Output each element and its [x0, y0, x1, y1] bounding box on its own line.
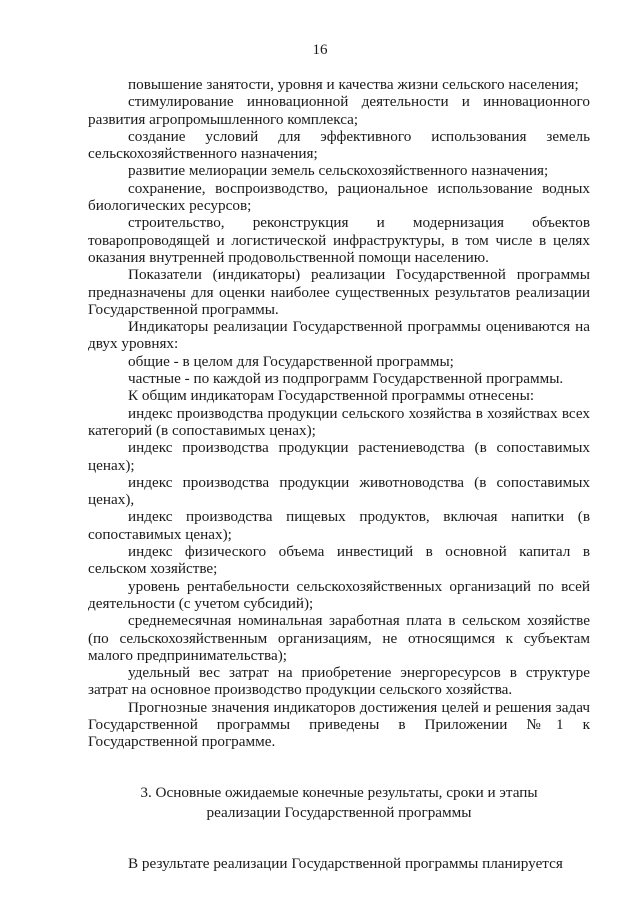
page-number: 16 [312, 42, 328, 58]
paragraph: К общим индикаторам Государственной программы отнесены: [128, 387, 535, 405]
paragraph: Прогнозные значения индикаторов достижения целей и решения задач Государственной программы приведены в Приложении №1 к Государственной программе. [88, 698, 590, 751]
paragraph: индекс физического объема инвестиций в основной капитал в сельском хозяйстве; [88, 543, 590, 578]
paragraph: индекс производства продукции сельского хозяйства в хозяйствах всех категорий (в сопоставимых ценах); [88, 404, 590, 439]
paragraph: сохранение, воспроизводство, рациональное использование водных биологических ресурсов; [88, 179, 590, 215]
paragraph: строительство, реконструкция и модернизация объектов товаропроводящей и логистической инфраструктуры, в том числе в целях оказания внутренней продовольственной помощи населению. [88, 214, 590, 266]
paragraph: удельный вес затрат на приобретение энергоресурсов в структуре затрат на основное производство продукции сельского хозяйства. [88, 664, 590, 699]
paragraph: частные - по каждой из подпрограмм Государственной программы. [128, 370, 564, 388]
document-body [88, 76, 590, 872]
closing-paragraph: В результате реализации Государственной программы планируется [128, 854, 563, 872]
paragraph: Индикаторы реализации Государственной программы оцениваются на двух уровнях: [88, 318, 590, 353]
paragraph: индекс производства продукции растениеводства (в сопоставимых ценах); [88, 439, 590, 474]
paragraph: Показатели (индикаторы) реализации Государственной программы предназначены для оценки наиболее существенных результатов реализации Государственной программы. [88, 266, 590, 318]
paragraph: индекс производства пищевых продуктов, включая напитки (в сопоставимых ценах); [88, 508, 590, 543]
section-heading [88, 783, 590, 823]
paragraph: повышение занятости, уровня и качества жизни сельского населения; [128, 76, 579, 93]
paragraph: стимулирование инновационной деятельности и инновационного развития агропромышленного комплекса; [88, 93, 590, 128]
section-heading-line: реализации Государственной программы [206, 803, 472, 821]
paragraph: уровень рентабельности сельскохозяйственных организаций по всей деятельности (с учетом субсидий); [88, 577, 590, 612]
paragraph: общие - в целом для Государственной программы; [128, 352, 454, 370]
paragraph: создание условий для эффективного использования земель сельскохозяйственного назначения; [88, 127, 590, 163]
paragraph: индекс производства продукции животноводства (в сопоставимых ценах), [88, 473, 590, 509]
paragraph: среднемесячная номинальная заработная плата в сельском хозяйстве (по сельскохозяйственным организациям, не относящимся к субъектам малого предпринимательства); [88, 612, 590, 664]
paragraph: развитие мелиорации земель сельскохозяйственного назначения; [128, 162, 549, 180]
section-heading-line: 3. Основные ожидаемые конечные результаты, сроки и этапы [140, 783, 538, 801]
